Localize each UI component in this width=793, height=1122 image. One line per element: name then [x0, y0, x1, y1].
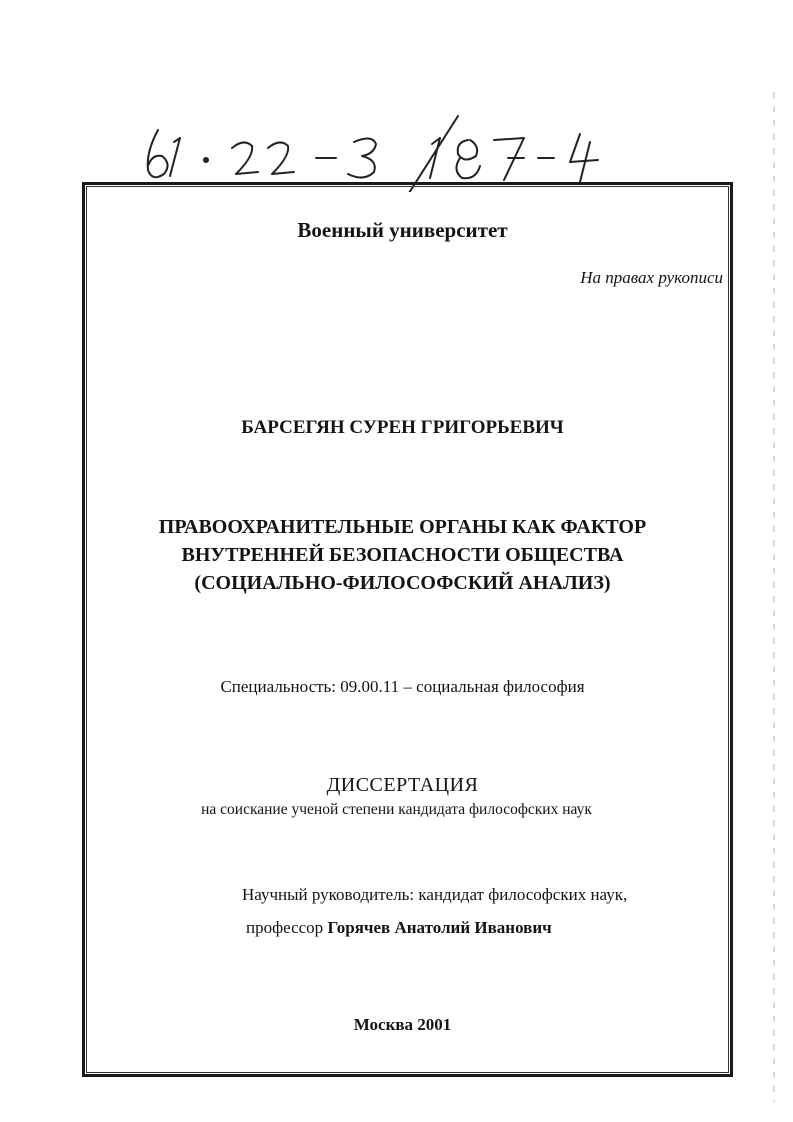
- dissertation-type: ДИССЕРТАЦИЯ: [326, 774, 479, 796]
- supervisor-name-line: [246, 918, 552, 938]
- title-line-2: ВНУТРЕННЕЙ БЕЗОПАСНОСТИ ОБЩЕСТВА: [181, 544, 624, 566]
- supervisor-degree-line: Научный руководитель: кандидат философских наук,: [242, 885, 628, 904]
- supervisor-name: Горячев Анатолий Иванович: [327, 918, 552, 937]
- supervisor-title: профессор: [246, 918, 324, 937]
- manuscript-rights-note: На правах рукописи: [580, 268, 723, 287]
- handwritten-number-drawing: [140, 112, 600, 192]
- scan-edge-artifact: [773, 92, 775, 1102]
- handwritten-archive-number: [140, 112, 600, 192]
- author-name: БАРСЕГЯН СУРЕН ГРИГОРЬЕВИЧ: [241, 417, 564, 438]
- dissertation-purpose: на соискание ученой степени кандидата философских наук: [201, 801, 592, 818]
- city-and-year: Москва 2001: [353, 1015, 452, 1034]
- dissertation-title: [6, 513, 793, 597]
- university-name: Военный университет: [297, 218, 508, 242]
- specialty-line: Специальность: 09.00.11 – социальная философия: [220, 677, 585, 696]
- document-frame-inner: [86, 186, 729, 1073]
- title-line-3: (СОЦИАЛЬНО-ФИЛОСОФСКИЙ АНАЛИЗ): [194, 572, 611, 594]
- title-line-1: ПРАВООХРАНИТЕЛЬНЫЕ ОРГАНЫ КАК ФАКТОР: [158, 516, 647, 538]
